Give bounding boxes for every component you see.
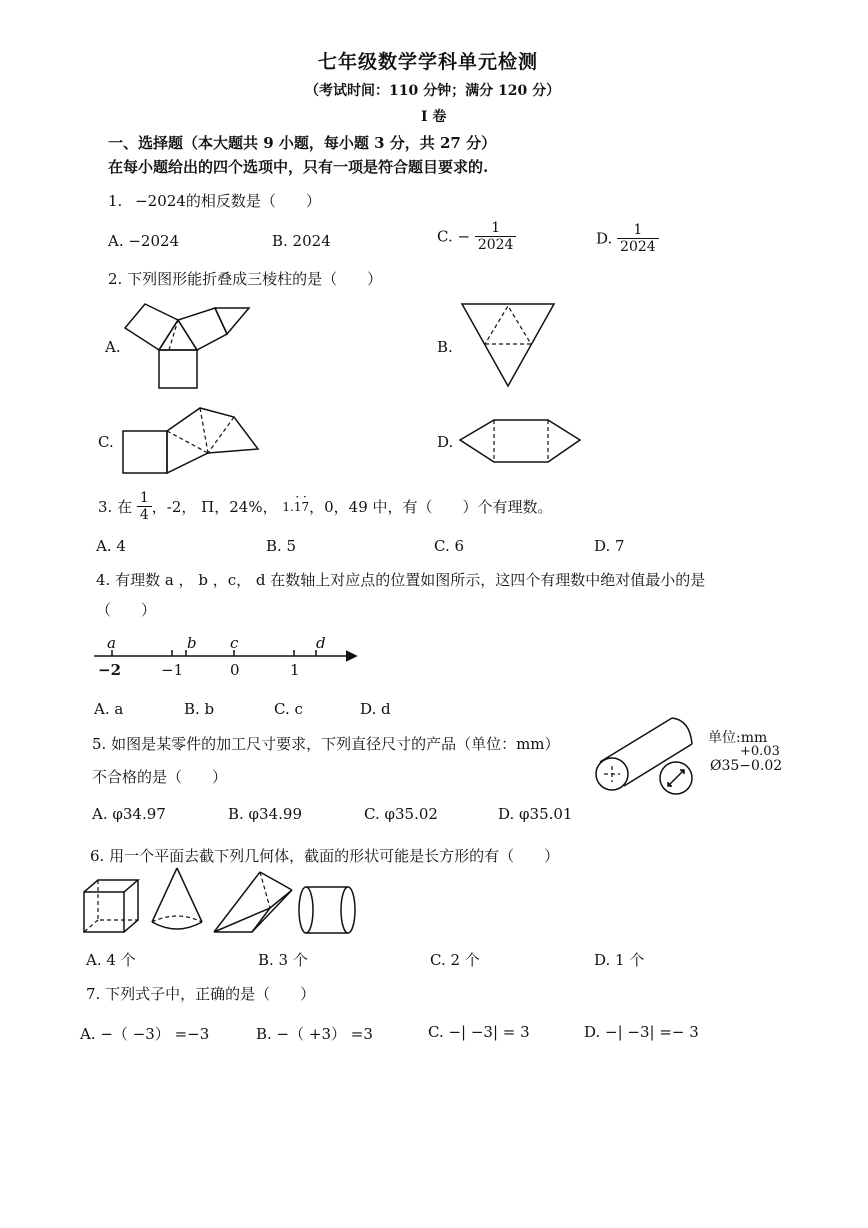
- number-line-label-a: a: [107, 634, 116, 652]
- q3-fraction: [137, 490, 152, 523]
- exam-info: （考试时间：110 分钟；满分 120 分）: [305, 83, 561, 99]
- section-instruction: 在每小题给出的四个选项中，只有一项是符合题目要求的.: [108, 158, 489, 176]
- q3-prefix: 3. 在: [98, 498, 133, 516]
- q6-option-b[interactable]: B. 3 个: [258, 951, 308, 969]
- q3-stem: [98, 490, 553, 523]
- q5-spec: Ø35−0.02: [710, 758, 783, 774]
- section-heading: 一、选择题（本大题共 9 小题，每小题 3 分，共 27 分）: [108, 134, 497, 152]
- q7-option-d[interactable]: D. −| −3| =− 3: [584, 1023, 699, 1041]
- q1-option-b[interactable]: B. 2024: [272, 232, 331, 250]
- fraction-numerator: 1: [475, 220, 517, 237]
- number-line-label-d: d: [316, 634, 326, 652]
- cylinder-part-figure: [594, 714, 704, 810]
- q2-option-a[interactable]: A.: [105, 338, 121, 356]
- q1-option-c-fraction: [475, 220, 517, 253]
- fraction-denominator: 4: [139, 507, 149, 523]
- q1-option-d-fraction: [617, 222, 659, 255]
- q4-option-d[interactable]: D. d: [360, 700, 391, 718]
- q7-option-c[interactable]: C. −| −3| = 3: [428, 1023, 530, 1041]
- q6-cone-figure: [150, 866, 204, 936]
- q6-option-c[interactable]: C. 2 个: [430, 951, 480, 969]
- q5-option-a[interactable]: A. φ34.97: [92, 805, 166, 823]
- q3-middle: ，-2， Π，24%，: [151, 498, 278, 516]
- page-title: 七年级数学学科单元检测: [318, 51, 539, 73]
- q5-option-b[interactable]: B. φ34.99: [228, 805, 303, 823]
- fraction-denominator: 2024: [477, 237, 514, 253]
- q5-option-d[interactable]: D. φ35.01: [498, 805, 573, 823]
- q5-stem: 5. 如图是某零件的加工尺寸要求，下列直径尺寸的产品（单位：mm）: [92, 735, 560, 753]
- volume-label: I 卷: [421, 109, 447, 125]
- q2-stem: 2. 下列图形能折叠成三棱柱的是（ ）: [108, 270, 383, 288]
- q6-cylinder-figure: [298, 884, 358, 938]
- q1-number: 1.: [108, 192, 123, 210]
- fraction-denominator: 2024: [620, 239, 656, 255]
- q4-option-b[interactable]: B. b: [184, 700, 215, 718]
- q1-option-d-label: D.: [596, 229, 613, 248]
- q7-option-b[interactable]: B. −（ +3） =3: [256, 1025, 373, 1043]
- q7-stem: 7. 下列式子中，正确的是（ ）: [86, 985, 316, 1003]
- number-line-tick-1: 1: [290, 661, 300, 679]
- q3-option-b[interactable]: B. 5: [266, 537, 297, 555]
- q1-value: −2024: [135, 192, 186, 210]
- number-line-label-c: c: [230, 634, 239, 652]
- q4-stem: 4. 有理数 a ， b ，c， d 在数轴上对应点的位置如图所示，这四个有理数中绝对值最小的是: [96, 571, 706, 589]
- q2-net-c: [122, 405, 262, 477]
- number-line-tick-neg1: −1: [161, 661, 184, 679]
- q5-unit-label: 单位:mm: [708, 730, 768, 746]
- number-line-tick-0: 0: [230, 661, 240, 679]
- q4-stem-paren: （ ）: [96, 601, 157, 619]
- q1-option-a[interactable]: A. −2024: [108, 232, 180, 250]
- number-line-tick-neg2: −2: [98, 661, 122, 679]
- q1-option-c-label: C. −: [437, 227, 471, 246]
- q5-tolerance-upper: +0.03: [740, 744, 780, 759]
- q6-stem: 6. 用一个平面去截下列几何体，截面的形状可能是长方形的有（ ）: [90, 847, 560, 865]
- q2-option-c[interactable]: C.: [98, 433, 114, 451]
- q1-text: 的相反数是（ ）: [185, 192, 321, 210]
- q3-option-a[interactable]: A. 4: [96, 537, 126, 555]
- fraction-numerator: 1: [617, 222, 659, 239]
- q1-option-c[interactable]: [437, 220, 516, 253]
- q1-option-d[interactable]: [596, 222, 659, 255]
- q7-option-a[interactable]: A. −（ −3） =−3: [80, 1025, 210, 1043]
- q4-option-a[interactable]: A. a: [94, 700, 124, 718]
- number-line-label-b: b: [187, 634, 197, 652]
- q5-option-c[interactable]: C. φ35.02: [364, 805, 438, 823]
- repeating-dot-icon: · ·: [295, 489, 307, 504]
- q2-option-b[interactable]: B.: [437, 338, 453, 356]
- q6-cube-figure: [82, 878, 142, 936]
- q3-option-c[interactable]: C. 6: [434, 537, 465, 555]
- q3-repeating-decimal: · · 1.17: [282, 489, 310, 514]
- q6-option-a[interactable]: A. 4 个: [86, 951, 136, 969]
- q2-net-d: [458, 418, 582, 464]
- q3-option-d[interactable]: D. 7: [594, 537, 625, 555]
- q2-net-b: [460, 302, 556, 388]
- q6-prism-figure: [212, 870, 294, 936]
- q2-net-a: [125, 300, 255, 390]
- fraction-numerator: 1: [137, 490, 152, 507]
- q6-option-d[interactable]: D. 1 个: [594, 951, 645, 969]
- q4-option-c[interactable]: C. c: [274, 700, 303, 718]
- q1-stem: [108, 190, 321, 211]
- q3-suffix: ，0，49 中，有（ ）个有理数。: [309, 498, 553, 516]
- q5-stem-2: 不合格的是（ ）: [92, 768, 228, 786]
- q2-option-d[interactable]: D.: [437, 433, 454, 451]
